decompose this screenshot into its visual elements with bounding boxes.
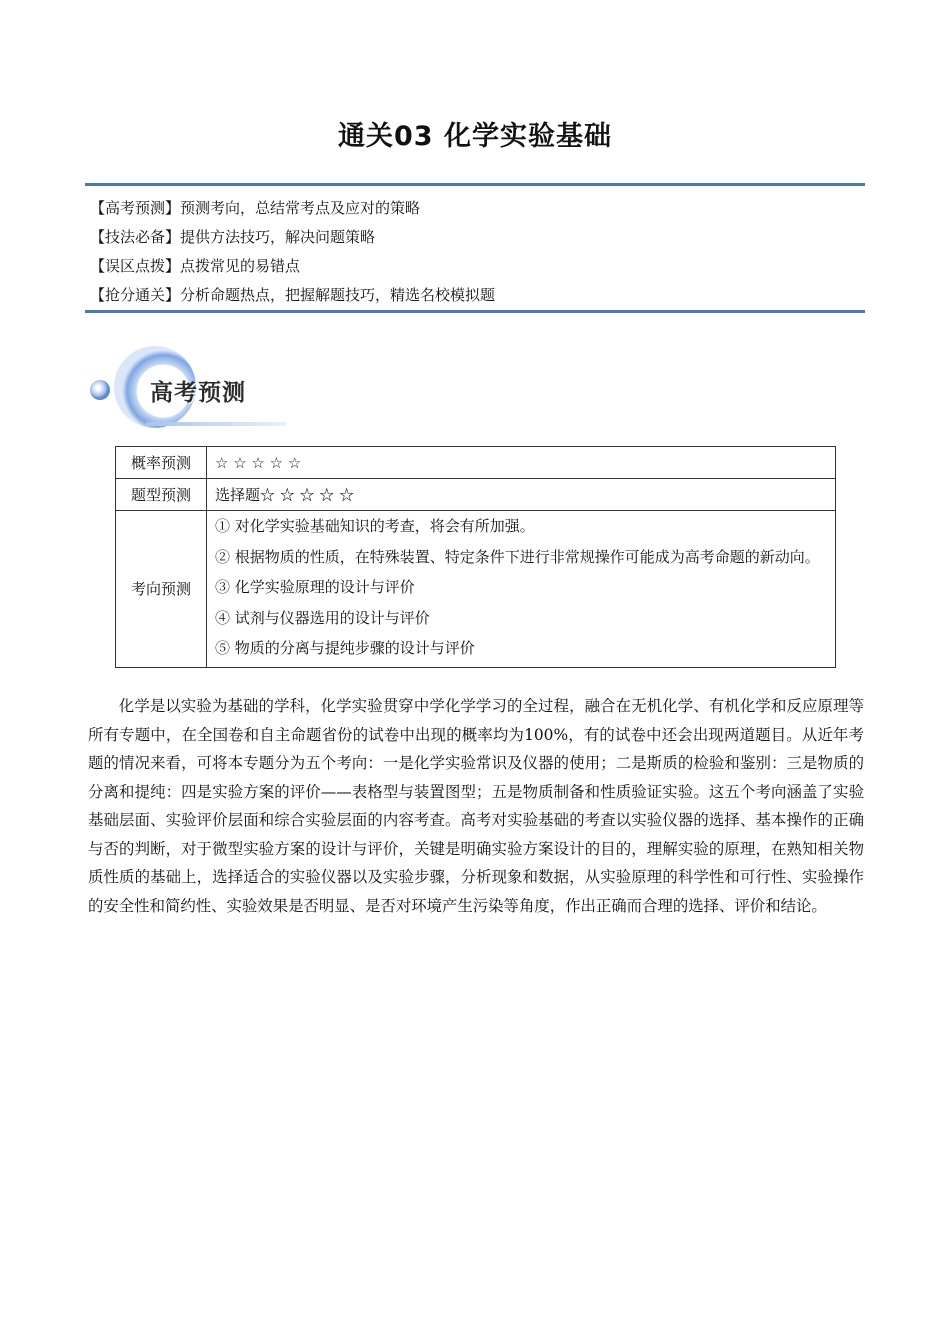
small-circle-icon bbox=[90, 380, 110, 400]
table-value: 选择题☆ ☆ ☆ ☆ ☆ bbox=[207, 479, 836, 511]
legend-text: 提供方法技巧，解决问题策略 bbox=[180, 228, 376, 246]
list-item: ⑤ 物质的分离与提纯步骤的设计与评价 bbox=[215, 639, 475, 657]
list-item: ① 对化学实验基础知识的考查，将会有所加强。 bbox=[215, 517, 535, 535]
table-key: 概率预测 bbox=[116, 447, 207, 479]
legend-item bbox=[90, 252, 495, 281]
prediction-table bbox=[115, 446, 836, 668]
table-row bbox=[116, 511, 836, 668]
legend-block bbox=[90, 194, 495, 310]
table-row bbox=[116, 479, 836, 511]
legend-text: 预测考向，总结常考点及应对的策略 bbox=[180, 199, 421, 217]
table-key: 考向预测 bbox=[116, 511, 207, 668]
divider-top bbox=[85, 183, 865, 186]
legend-tag: 【技法必备】 bbox=[90, 228, 181, 246]
banner-underline bbox=[146, 422, 286, 426]
table-value-list bbox=[207, 511, 836, 668]
legend-tag: 【抢分通关】 bbox=[90, 286, 181, 304]
list-item: ③ 化学实验原理的设计与评价 bbox=[215, 578, 415, 596]
table-row bbox=[116, 447, 836, 479]
table-key: 题型预测 bbox=[116, 479, 207, 511]
body-paragraph: 化学是以实验为基础的学科，化学实验贯穿中学化学学习的全过程，融合在无机化学、有机化学和反应原理等所有专题中，在全国卷和自主命题省份的试卷中出现的概率均为100%，有的试卷中还会出现两道题目。从近年考题的情况来看，可将本专题分为五个考向：一是化学实验常识及仪器的使用；二是斯质的检验和鉴别：三是物质的分离和提纯：四是实验方案的评价——表格型与装置图型；五是物质制备和性质验证实验。这五个考向涵盖了实验基础层面、实验评价层面和综合实验层面的内容考查。高考对实验基础的考查以实验仪器的选择、基本操作的正确与否的判断，对于微型实验方案的设计与评价，关键是明确实验方案设计的目的，理解实验的原理，在熟知相关物质性质的基础上，选择适合的实验仪器以及实验步骤，分析现象和数据，从实验原理的科学性和可行性、实验操作的安全性和简约性、实验效果是否明显、是否对环境产生污染等角度，作出正确而合理的选择、评价和结论。 bbox=[88, 697, 864, 915]
legend-item bbox=[90, 223, 495, 252]
legend-item bbox=[90, 281, 495, 310]
list-item: ④ 试剂与仪器选用的设计与评价 bbox=[215, 608, 430, 627]
legend-tag: 【高考预测】 bbox=[90, 199, 181, 217]
legend-text: 分析命题热点，把握解题技巧，精选名校模拟题 bbox=[180, 286, 496, 304]
divider-bottom bbox=[85, 310, 865, 313]
list-item: ② 根据物质的性质，在特殊装置、特定条件下进行非常规操作可能成为高考命题的新动向。 bbox=[215, 547, 820, 566]
page-title: 通关03 化学实验基础 bbox=[338, 121, 612, 152]
table-value: ☆ ☆ ☆ ☆ ☆ bbox=[207, 447, 836, 479]
section-heading: 高考预测 bbox=[150, 380, 246, 406]
legend-text: 点拨常见的易错点 bbox=[180, 257, 301, 275]
section-banner bbox=[86, 344, 296, 436]
legend-tag: 【误区点拨】 bbox=[90, 257, 181, 275]
legend-item bbox=[90, 194, 495, 223]
